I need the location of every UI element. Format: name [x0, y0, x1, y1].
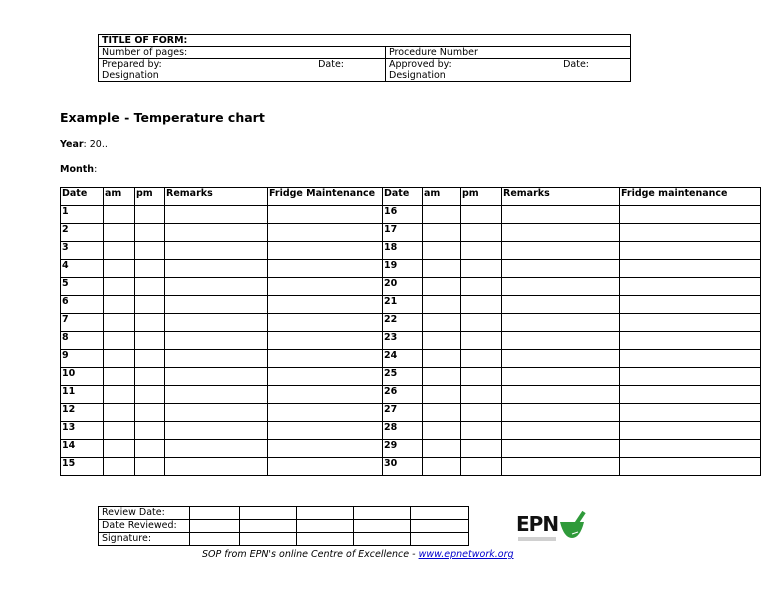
month-value: : [94, 164, 98, 175]
number-of-pages: Number of pages: [99, 47, 386, 59]
column-header: pm [461, 188, 502, 206]
entry-cell[interactable] [135, 332, 165, 350]
entry-cell[interactable] [423, 332, 461, 350]
date-cell[interactable]: 23 [383, 332, 423, 350]
table-row [61, 440, 761, 458]
footer-link[interactable]: www.epnetwork.org [418, 549, 514, 560]
entry-cell[interactable] [165, 278, 268, 296]
date-cell[interactable]: 16 [383, 206, 423, 224]
entry-cell[interactable] [165, 386, 268, 404]
entry-cell[interactable] [461, 440, 502, 458]
table-row [61, 260, 761, 278]
review-label: Review Date: [99, 507, 190, 520]
entry-cell[interactable] [502, 440, 620, 458]
entry-cell[interactable] [461, 242, 502, 260]
entry-cell[interactable] [268, 296, 383, 314]
date-cell[interactable]: 25 [383, 368, 423, 386]
review-label: Date Reviewed: [99, 520, 190, 533]
table-row [61, 332, 761, 350]
entry-cell[interactable] [423, 278, 461, 296]
date-cell[interactable]: 18 [383, 242, 423, 260]
table-row [61, 206, 761, 224]
month-label: Month [60, 164, 95, 175]
entry-cell[interactable] [165, 296, 268, 314]
entry-cell[interactable] [135, 386, 165, 404]
entry-cell[interactable] [423, 404, 461, 422]
entry-cell[interactable] [423, 368, 461, 386]
approved-by-cell [386, 59, 631, 82]
entry-cell[interactable] [165, 404, 268, 422]
entry-cell[interactable] [620, 332, 761, 350]
entry-cell[interactable] [620, 242, 761, 260]
entry-cell[interactable] [461, 278, 502, 296]
entry-cell[interactable] [502, 350, 620, 368]
entry-cell[interactable] [268, 440, 383, 458]
entry-cell[interactable] [423, 224, 461, 242]
date-cell[interactable]: 15 [61, 458, 104, 476]
entry-cell[interactable] [502, 422, 620, 440]
year-label: Year [60, 139, 84, 150]
entry-cell[interactable] [135, 242, 165, 260]
column-header: Remarks [165, 188, 268, 206]
entry-cell[interactable] [135, 440, 165, 458]
review-row [99, 520, 469, 533]
entry-cell[interactable] [620, 296, 761, 314]
table-row [61, 242, 761, 260]
title-of-form: TITLE OF FORM: [99, 35, 631, 47]
entry-cell[interactable] [165, 458, 268, 476]
entry-cell[interactable] [620, 422, 761, 440]
entry-cell[interactable] [502, 314, 620, 332]
entry-cell[interactable] [104, 314, 135, 332]
prepared-by-label: Prepared by: [102, 59, 162, 70]
entry-cell[interactable] [268, 224, 383, 242]
review-entry-cell[interactable] [411, 520, 469, 533]
entry-cell[interactable] [502, 368, 620, 386]
date-cell[interactable]: 20 [383, 278, 423, 296]
column-header: am [104, 188, 135, 206]
entry-cell[interactable] [461, 260, 502, 278]
entry-cell[interactable] [502, 404, 620, 422]
form-header-table [98, 34, 631, 82]
column-header: Date [61, 188, 104, 206]
column-header: am [423, 188, 461, 206]
entry-cell[interactable] [423, 440, 461, 458]
review-entry-cell[interactable] [354, 507, 411, 520]
page-heading: Example - Temperature chart [60, 110, 265, 125]
entry-cell[interactable] [165, 368, 268, 386]
review-entry-cell[interactable] [240, 507, 297, 520]
entry-cell[interactable] [461, 332, 502, 350]
entry-cell[interactable] [165, 224, 268, 242]
date-cell[interactable]: 2 [61, 224, 104, 242]
entry-cell[interactable] [135, 314, 165, 332]
entry-cell[interactable] [104, 278, 135, 296]
entry-cell[interactable] [502, 224, 620, 242]
date-cell[interactable]: 5 [61, 278, 104, 296]
approved-date-label: Date: [563, 59, 589, 70]
chart-header-row [61, 188, 761, 206]
entry-cell[interactable] [268, 368, 383, 386]
review-entry-cell[interactable] [354, 533, 411, 546]
entry-cell[interactable] [268, 422, 383, 440]
entry-cell[interactable] [104, 224, 135, 242]
entry-cell[interactable] [423, 350, 461, 368]
entry-cell[interactable] [423, 260, 461, 278]
table-row [61, 422, 761, 440]
entry-cell[interactable] [135, 422, 165, 440]
date-cell[interactable]: 30 [383, 458, 423, 476]
year-line [60, 139, 108, 150]
entry-cell[interactable] [620, 404, 761, 422]
prepared-date-label: Date: [318, 59, 344, 70]
entry-cell[interactable] [502, 386, 620, 404]
entry-cell[interactable] [461, 314, 502, 332]
entry-cell[interactable] [165, 206, 268, 224]
date-cell[interactable]: 28 [383, 422, 423, 440]
entry-cell[interactable] [502, 260, 620, 278]
entry-cell[interactable] [620, 278, 761, 296]
footer-text: SOP from EPN's online Centre of Excellence - [202, 549, 419, 560]
entry-cell[interactable] [620, 458, 761, 476]
approved-designation: Designation [389, 70, 446, 81]
table-row [61, 386, 761, 404]
entry-cell[interactable] [165, 440, 268, 458]
table-row [61, 296, 761, 314]
column-header: Remarks [502, 188, 620, 206]
table-row [61, 224, 761, 242]
table-row [61, 458, 761, 476]
date-cell[interactable]: 17 [383, 224, 423, 242]
entry-cell[interactable] [165, 242, 268, 260]
review-entry-cell[interactable] [411, 507, 469, 520]
entry-cell[interactable] [268, 314, 383, 332]
date-cell[interactable]: 22 [383, 314, 423, 332]
column-header: Fridge Maintenance [268, 188, 383, 206]
date-cell[interactable]: 19 [383, 260, 423, 278]
table-row [61, 278, 761, 296]
review-entry-cell[interactable] [297, 520, 354, 533]
column-header: pm [135, 188, 165, 206]
entry-cell[interactable] [620, 260, 761, 278]
date-cell[interactable]: 7 [61, 314, 104, 332]
entry-cell[interactable] [423, 296, 461, 314]
entry-cell[interactable] [268, 404, 383, 422]
date-cell[interactable]: 24 [383, 350, 423, 368]
date-cell[interactable]: 14 [61, 440, 104, 458]
entry-cell[interactable] [135, 368, 165, 386]
month-line [60, 164, 97, 175]
entry-cell[interactable] [104, 350, 135, 368]
review-row [99, 507, 469, 520]
epn-logo [516, 508, 588, 544]
entry-cell[interactable] [461, 206, 502, 224]
entry-cell[interactable] [620, 350, 761, 368]
entry-cell[interactable] [135, 404, 165, 422]
entry-cell[interactable] [104, 368, 135, 386]
entry-cell[interactable] [620, 314, 761, 332]
column-header: Fridge maintenance [620, 188, 761, 206]
mortar-and-pestle-icon [516, 508, 588, 544]
temperature-chart-table [60, 187, 761, 476]
date-cell[interactable]: 4 [61, 260, 104, 278]
entry-cell[interactable] [104, 206, 135, 224]
entry-cell[interactable] [423, 386, 461, 404]
review-entry-cell[interactable] [190, 533, 240, 546]
entry-cell[interactable] [461, 350, 502, 368]
entry-cell[interactable] [268, 332, 383, 350]
date-cell[interactable]: 10 [61, 368, 104, 386]
date-cell[interactable]: 21 [383, 296, 423, 314]
entry-cell[interactable] [104, 332, 135, 350]
entry-cell[interactable] [165, 314, 268, 332]
date-cell[interactable]: 12 [61, 404, 104, 422]
date-cell[interactable]: 27 [383, 404, 423, 422]
entry-cell[interactable] [502, 296, 620, 314]
table-row [61, 314, 761, 332]
entry-cell[interactable] [461, 386, 502, 404]
procedure-number: Procedure Number [386, 47, 631, 59]
entry-cell[interactable] [423, 458, 461, 476]
year-value: : 20.. [83, 139, 108, 150]
review-entry-cell[interactable] [240, 520, 297, 533]
date-cell[interactable]: 3 [61, 242, 104, 260]
entry-cell[interactable] [620, 224, 761, 242]
review-entry-cell[interactable] [190, 507, 240, 520]
entry-cell[interactable] [268, 350, 383, 368]
footer-note [202, 549, 514, 560]
entry-cell[interactable] [135, 206, 165, 224]
entry-cell[interactable] [423, 206, 461, 224]
entry-cell[interactable] [423, 242, 461, 260]
entry-cell[interactable] [502, 242, 620, 260]
entry-cell[interactable] [104, 422, 135, 440]
entry-cell[interactable] [135, 260, 165, 278]
date-cell[interactable]: 6 [61, 296, 104, 314]
review-entry-cell[interactable] [240, 533, 297, 546]
entry-cell[interactable] [461, 404, 502, 422]
approved-by-label: Approved by: [389, 59, 452, 70]
entry-cell[interactable] [135, 224, 165, 242]
entry-cell[interactable] [135, 350, 165, 368]
entry-cell[interactable] [620, 386, 761, 404]
date-cell[interactable]: 8 [61, 332, 104, 350]
entry-cell[interactable] [423, 422, 461, 440]
entry-cell[interactable] [104, 440, 135, 458]
entry-cell[interactable] [461, 296, 502, 314]
review-entry-cell[interactable] [190, 520, 240, 533]
date-cell[interactable]: 29 [383, 440, 423, 458]
entry-cell[interactable] [268, 260, 383, 278]
entry-cell[interactable] [165, 350, 268, 368]
date-cell[interactable]: 9 [61, 350, 104, 368]
entry-cell[interactable] [268, 386, 383, 404]
prepared-designation: Designation [102, 70, 159, 81]
entry-cell[interactable] [104, 242, 135, 260]
review-row [99, 533, 469, 546]
entry-cell[interactable] [461, 224, 502, 242]
review-entry-cell[interactable] [411, 533, 469, 546]
entry-cell[interactable] [135, 278, 165, 296]
review-entry-cell[interactable] [354, 520, 411, 533]
entry-cell[interactable] [461, 422, 502, 440]
entry-cell[interactable] [104, 386, 135, 404]
entry-cell[interactable] [620, 440, 761, 458]
date-cell[interactable]: 13 [61, 422, 104, 440]
entry-cell[interactable] [502, 458, 620, 476]
entry-cell[interactable] [104, 260, 135, 278]
entry-cell[interactable] [461, 458, 502, 476]
entry-cell[interactable] [620, 368, 761, 386]
review-table [98, 506, 469, 546]
review-entry-cell[interactable] [297, 507, 354, 520]
date-cell[interactable]: 11 [61, 386, 104, 404]
entry-cell[interactable] [423, 314, 461, 332]
prepared-by-cell [99, 59, 386, 82]
entry-cell[interactable] [620, 206, 761, 224]
entry-cell[interactable] [165, 332, 268, 350]
table-row [61, 404, 761, 422]
entry-cell[interactable] [135, 458, 165, 476]
entry-cell[interactable] [502, 206, 620, 224]
table-row [61, 350, 761, 368]
date-cell[interactable]: 1 [61, 206, 104, 224]
entry-cell[interactable] [165, 422, 268, 440]
entry-cell[interactable] [461, 368, 502, 386]
entry-cell[interactable] [268, 206, 383, 224]
review-entry-cell[interactable] [297, 533, 354, 546]
date-cell[interactable]: 26 [383, 386, 423, 404]
column-header: Date [383, 188, 423, 206]
entry-cell[interactable] [104, 404, 135, 422]
entry-cell[interactable] [268, 458, 383, 476]
table-row [61, 368, 761, 386]
entry-cell[interactable] [502, 278, 620, 296]
review-label: Signature: [99, 533, 190, 546]
entry-cell[interactable] [268, 242, 383, 260]
entry-cell[interactable] [104, 458, 135, 476]
entry-cell[interactable] [135, 296, 165, 314]
entry-cell[interactable] [268, 278, 383, 296]
entry-cell[interactable] [165, 260, 268, 278]
entry-cell[interactable] [502, 332, 620, 350]
entry-cell[interactable] [104, 296, 135, 314]
logo-text: EPN [516, 512, 559, 536]
